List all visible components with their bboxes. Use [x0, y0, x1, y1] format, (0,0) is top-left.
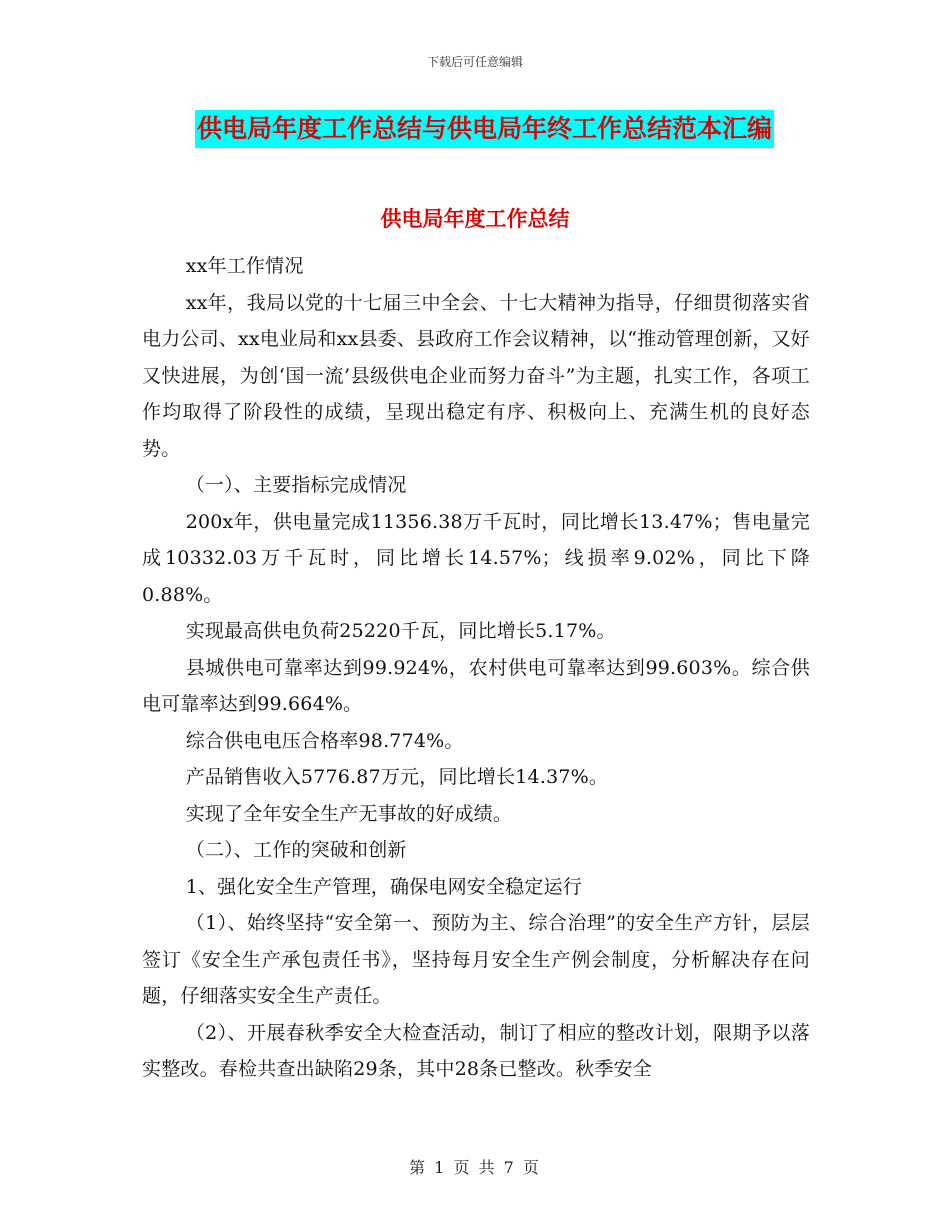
paragraph: （一）、主要指标完成情况	[185, 474, 407, 496]
paragraph: 产品销售收入5776.87万元，同比增长14.37%。	[185, 766, 609, 788]
paragraph: 综合供电电压合格率98.774%。	[185, 729, 464, 752]
paragraph: 实现了全年安全生产无事故的好成绩。	[185, 802, 513, 825]
paragraph: 县城供电可靠率达到99.924%，农村供电可靠率达到99.603%。综合供电可靠率达到99.664%。	[142, 656, 810, 715]
paragraph: （二）、工作的突破和创新	[185, 839, 407, 861]
page-footer-page-number: 第 1 页 共 7 页	[409, 1158, 541, 1177]
paragraph: 1、强化安全生产管理，确保电网安全稳定运行	[185, 875, 582, 898]
paragraph: xx年工作情况	[185, 255, 304, 277]
paragraph: （1）、始终坚持“安全第一、预防为主、综合治理”的安全生产方针，层层签订《安全生产承包责任书》，坚持每月安全生产例会制度，分析解决存在问题，仔细落实安全生产责任。	[142, 912, 810, 1007]
document-body	[142, 248, 810, 1088]
document-title: 供电局年度工作总结与供电局年终工作总结范本汇编	[195, 110, 774, 148]
document-title-container	[195, 110, 774, 150]
paragraph: （2）、开展春秋季安全大检查活动，制订了相应的整改计划，限期予以落实整改。春检共查出缺陷29条，其中28条已整改。秋季安全	[142, 1021, 810, 1080]
section-title: 供电局年度工作总结	[380, 207, 570, 231]
paragraph: 200x年，供电量完成11356.38万千瓦时，同比增长13.47%；售电量完成10332.03万千瓦时，同比增长14.57%；线损率9.02%，同比下降0.88%。	[142, 510, 810, 606]
paragraph: xx年，我局以党的十七届三中全会、十七大精神为指导，仔细贯彻落实省电力公司、xx电业局和xx县委、县政府工作会议精神，以“推动管理创新，又好又快进展，为创‘国一流’县级供电企业而努力奋斗”为主题，扎实工作，各项工作均取得了阶段性的成绩，呈现出稳定有序、积极向上、充满生机的良好态势。	[142, 291, 810, 460]
paragraph: 实现最高供电负荷25220千瓦，同比增长5.17%。	[185, 620, 616, 642]
page-header-note: 下载后可任意编辑	[426, 55, 523, 69]
